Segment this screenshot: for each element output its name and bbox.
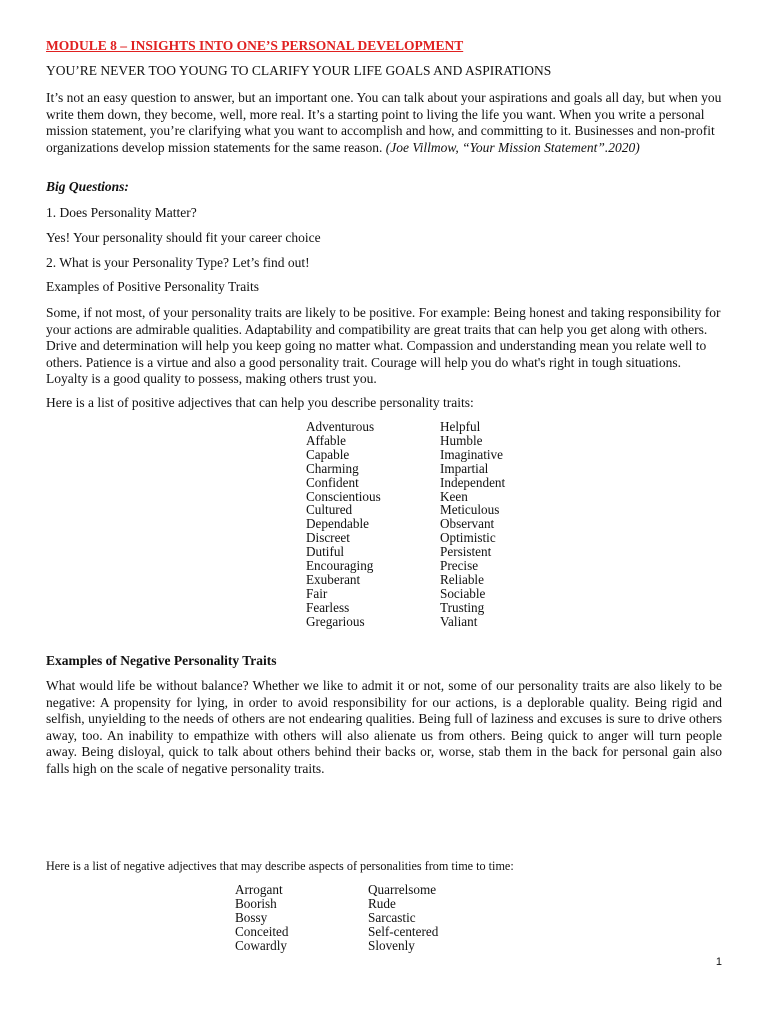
negative-heading: Examples of Negative Personality Traits [46,653,277,668]
positive-paragraph: Some, if not most, of your personality traits are likely to be positive. For example: Being honest and taking responsibility for your actions are admirable qualities. Adaptability and compatibility are great traits that can help you get along with others. Drive and determination will help you keep going no matter what. Compassion and understanding mean you relate well to others. Patience is a virtue and also a good personality trait. Courage will help you do what's right in tough situations. Loyalty is a good quality to possess, making others trust you. [46,305,721,386]
positive-adjective: Dependable [306,516,369,532]
negative-adjective: Sarcastic [368,909,416,925]
positive-adjective: Optimistic [440,530,496,546]
positive-adjective: Dutiful [306,544,345,560]
negative-adjectives-column-2 [368,883,438,953]
positive-adjective: Gregarious [306,613,365,629]
module-title: MODULE 8 – INSIGHTS INTO ONE’S PERSONAL DEVELOPMENT [46,38,464,53]
positive-adjective: Precise [440,558,479,574]
negative-adjective: Self-centered [368,923,439,939]
positive-adjective: Confident [306,474,359,490]
big-questions-heading: Big Questions: [46,179,129,194]
positive-adjective: Keen [440,488,468,504]
negative-adjective: Conceited [235,923,289,939]
positive-adjective: Imaginative [440,446,503,462]
positive-adjective: Encouraging [306,558,374,574]
positive-adjective: Helpful [440,419,481,434]
positive-adjective: Conscientious [306,488,381,504]
intro-text: It’s not an easy question to answer, but an important one. You can talk about your aspirations and goals all day, but when you write them down, they become, well, more real. It’s a starting point to living the life you want. When you write a personal mission statement, you’re clarifying what you want to accomplish and how, and committing to it. Businesses and non-profit organizations develop mission statements for the same reason. [46,90,722,155]
negative-adjectives-column-1 [235,883,288,953]
positive-heading: Examples of Positive Personality Traits [46,279,260,294]
answer-1: Yes! Your personality should fit your career choice [46,230,321,245]
negative-paragraph: What would life be without balance? Whether we like to admit it or not, some of our personality traits are also likely to be negative: A propensity for lying, in order to avoid responsibility for our actions, is a deplorable quality. Being rigid and selfish, unyielding to the needs of others are not endearing qualities. Being full of laziness and excuses is sure to drive others away, too. An inability to empathize with others will also alienate us from others. Being quick to anger will turn people away. Being disloyal, quick to talk about others behind their backs or, worse, stab them in the back for personal gain also falls high on the scale of negative personality traits. [46,678,722,776]
page-number: 1 [715,956,722,968]
positive-adjective: Reliable [440,571,484,587]
positive-adjective: Discreet [306,530,350,546]
positive-adjective: Cultured [306,502,353,518]
positive-adjective: Valiant [440,613,478,629]
module-subtitle: YOU’RE NEVER TOO YOUNG TO CLARIFY YOUR LIFE GOALS AND ASPIRATIONS [46,63,552,78]
negative-adjective: Quarrelsome [368,882,437,897]
negative-adjective: Bossy [235,909,268,925]
negative-adjective: Boorish [235,895,277,911]
positive-adjective: Exuberant [306,571,361,587]
positive-adjective: Persistent [440,544,492,560]
question-1: 1. Does Personality Matter? [46,205,197,220]
positive-adjectives-column-2 [440,420,505,629]
positive-adjective: Charming [306,460,359,476]
positive-adjective: Impartial [440,460,489,476]
negative-list-intro: Here is a list of negative adjectives that may describe aspects of personalities from time to time: [46,859,514,873]
negative-adjective: Slovenly [368,937,415,953]
negative-adjective: Rude [368,895,396,911]
intro-paragraph [46,90,722,156]
negative-adjective: Cowardly [235,937,288,953]
positive-adjective: Trusting [440,599,485,615]
positive-adjective: Fair [306,585,328,601]
intro-citation: (Joe Villmow, “Your Mission Statement”.2020) [385,139,640,155]
positive-adjective: Humble [440,432,483,448]
positive-adjective: Affable [306,432,347,448]
positive-adjective: Meticulous [440,502,500,518]
question-2: 2. What is your Personality Type? Let’s find out! [46,255,310,270]
positive-adjective: Capable [306,446,350,462]
positive-adjective: Fearless [306,599,350,615]
positive-adjective: Adventurous [306,419,375,434]
positive-adjective: Sociable [440,585,486,601]
negative-adjective: Arrogant [235,882,283,897]
positive-adjectives-column-1 [306,420,381,629]
positive-list-intro: Here is a list of positive adjectives that can help you describe personality traits: [46,395,474,410]
positive-adjective: Independent [440,474,506,490]
positive-adjective: Observant [440,516,495,532]
